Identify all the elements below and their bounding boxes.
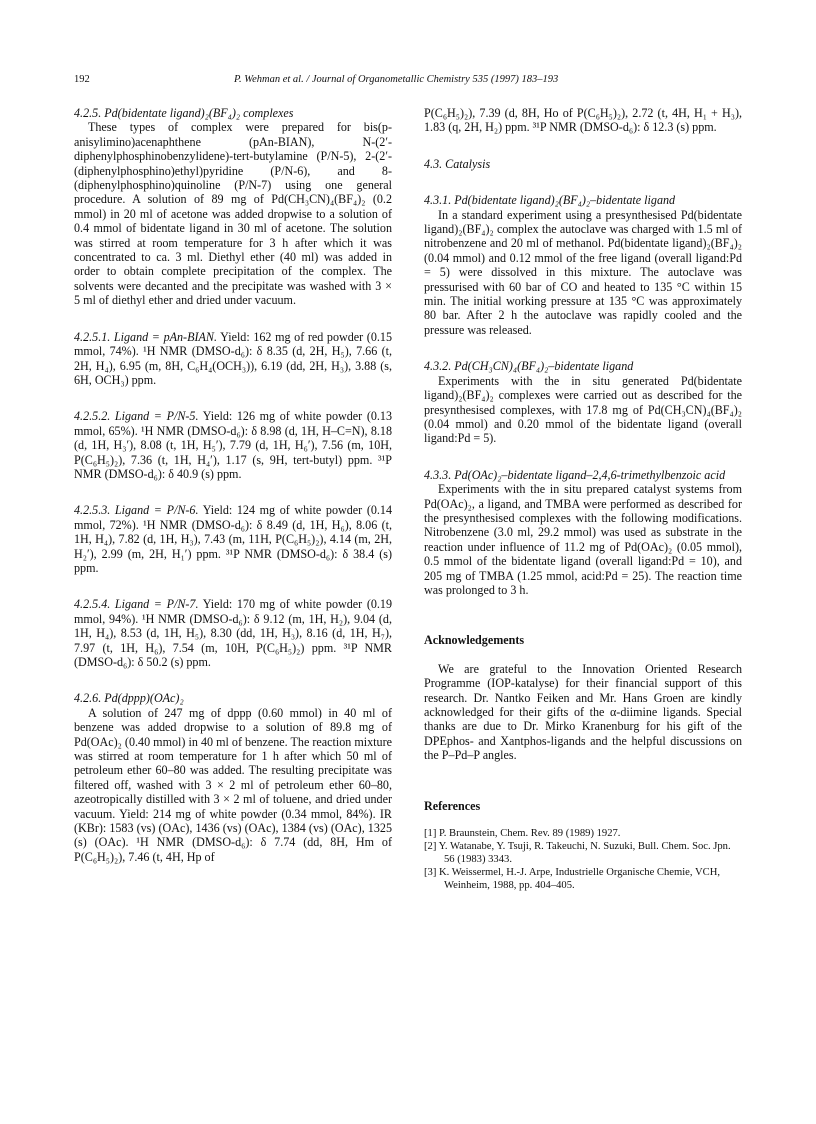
section-4-3-2-text: Experiments with the in situ generated Pd(bidentate ligand)₂(BF₄)₂ complexes were carried out as described for the presynthesised complexes, with 17.8 mg of Pd(CH₃CN)₄(BF₄)₂ (0.04 mmol) and 0.20 mmol of the bidentate ligand (overall ligand:Pd = 5).: [424, 373, 742, 446]
section-4-2-5-4-text: Yield: 170 mg of white powder (0.19 mmol, 94%). ¹H NMR (DMSO-d₆): δ 9.12 (m, 1H, H₂), 9.04 (d, 1H, H₄), 8.53 (d, 1H, H₅), 8.30 (dd, 1H, H₃), 8.16 (d, 1H, H₇), 7.97 (t, 1H, H₆), 7.54 (m, 10H, P(C₆H₅)₂) ppm. ³¹P NMR (DMSO-d₆): δ 50.2 (s) ppm.: [74, 597, 393, 669]
left-column: [74, 106, 392, 864]
reference-item: [1] P. Braunstein, Chem. Rev. 89 (1989) 1927.: [424, 828, 621, 840]
section-4-2-5-2-text: Yield: 126 mg of white powder (0.13 mmol, 65%). ¹H NMR (DMSO-d₆): δ 8.98 (d, 1H, H–C=N), 8.18 (d, 1H, H₃′), 8.08 (t, 1H, H₅′), 7.79 (d, 1H, H₆′), 7.56 (m, 10H, P(C₆H₅)₂), 7.36 (t, 1H, H₄′), 1.17 (s, 9H, tert-butyl) ppm. ³¹P NMR (DMSO-d₆): δ 40.9 (s) ppm.: [74, 409, 393, 481]
section-4-2-5-1: [74, 330, 392, 388]
section-4-3-2-title: 4.3.2. Pd(CH₃CN)₄(BF₄)₂–bidentate ligand: [424, 359, 634, 374]
section-4-2-6-text: A solution of 247 mg of dppp (0.60 mmol) in 40 ml of benzene was added dropwise to a solution of 89.8 mg of Pd(OAc)₂ (0.40 mmol) in 40 ml of benzene. The reaction mixture was stirred at room temperature for 1 h after which 50 ml of petroleum ether 60–80 was added. The resulting precipitate was filtered off, washed with 3 × 2 ml of petroleum ether 60–80, azeotropically distilled with 3 × 2 ml of toluene, and dried under vacuum. Yield: 214 mg of white powder (0.34 mmol, 84%). IR (KBr): 1583 (vs) (OAc), 1436 (vs) (OAc), 1384 (vs) (OAc), 1325 (s) (OAc). ¹H NMR (DMSO-d₆): δ 7.74 (dd, 8H, Hm of P(C₆H₅)₂), 7.46 (t, 4H, Hp of: [74, 705, 392, 864]
section-4-2-6-title: 4.2.6. Pd(dppp)(OAc)₂: [74, 691, 184, 706]
reference-item: [2] Y. Watanabe, Y. Tsuji, R. Takeuchi, N. Suzuki, Bull. Chem. Soc. Jpn. 56 (1983) 3343.: [424, 841, 731, 866]
section-4-3-1-title: 4.3.1. Pd(bidentate ligand)₂(BF₄)₂–bidentate ligand: [424, 193, 676, 208]
section-4-3-3-title: 4.3.3. Pd(OAc)₂–bidentate ligand–2,4,6-trimethylbenzoic acid: [424, 467, 726, 482]
section-4-3-1-text: In a standard experiment using a presynthesised Pd(bidentate ligand)₂(BF₄)₂ complex the autoclave was charged with 1.5 ml of nitrobenzene and 20 ml of methanol. Pd(bidentate ligand)₂(BF₄)₂ (0.04 mmol) and 0.12 mmol of the free ligand (overall ligand:Pd = 5) were dissolved in this mixture. The autoclave was pressurised with 60 bar of CO and heated to 135 °C within 15 min. The initial working pressure at 135 °C was approximately 80 bar. After 2 h the autoclave was rapidly cooled and the pressure was released.: [424, 207, 742, 337]
running-title: P. Wehman et al. / Journal of Organometallic Chemistry 535 (1997) 183–193: [234, 74, 559, 85]
section-4-2-5-1-head: 4.2.5.1. Ligand = pAn-BIAN.: [74, 329, 217, 344]
page-number: 192: [74, 74, 90, 85]
acknowledgements-title: Acknowledgements: [424, 633, 525, 648]
section-4-2-5-2-head: 4.2.5.2. Ligand = P/N-5.: [74, 409, 199, 424]
section-4-2-5-3-text: Yield: 124 mg of white powder (0.14 mmol, 72%). ¹H NMR (DMSO-d₆): δ 8.49 (d, 1H, H₆), 8.06 (t, 1H, H₄), 7.82 (d, 1H, H₃), 7.43 (m, 11H, P(C₆H₅)₂), 4.14 (m, 2H, H₂′), 2.99 (m, 2H, H₁′) ppm. ³¹P NMR (DMSO-d₆): δ 38.4 (s) ppm.: [74, 503, 393, 575]
reference-item: [3] K. Weissermel, H.-J. Arpe, Industrielle Organische Chemie, VCH, Weinheim, 1988, pp. 404–405.: [424, 867, 721, 892]
references-title: References: [424, 798, 481, 813]
section-4-2-5-3-head: 4.2.5.3. Ligand = P/N-6.: [74, 503, 199, 518]
right-column: [424, 106, 742, 892]
section-4-2-5-4-head: 4.2.5.4. Ligand = P/N-7.: [74, 597, 199, 612]
section-4-2-5-1-text: Yield: 162 mg of red powder (0.15 mmol, 74%). ¹H NMR (DMSO-d₆): δ 8.35 (d, 2H, H₅), 7.66 (t, 2H, H₄), 6.95 (m, 8H, C₆H₄(OCH₃)), 6.19 (dd, 2H, H₃), 3.88 (s, 6H, OCH₃) ppm.: [74, 329, 393, 387]
section-4-3-3-text: Experiments with the in situ prepared catalyst systems from Pd(OAc)₂, a ligand, and TMBA were performed as described for the presynthesised complexes with the following modifications. Nitrobenzene (3.0 ml, 29.2 mmol) was used as substrate in the reaction under influence of 11.2 mg of Pd(OAc)₂ (0.05 mmol), 0.5 mmol of the bidentate ligand (overall ligand:Pd = 10), and 205 mg of TMBA (1.25 mmol, acid:Pd = 25). The reaction time was prolonged to 3 h.: [424, 482, 742, 597]
section-4-2-5-2: [74, 409, 392, 481]
continued-text: P(C₆H₅)₂), 7.39 (d, 8H, Ho of P(C₆H₅)₂), 2.72 (t, 4H, H₁ + H₃), 1.83 (q, 2H, H₂) ppm. ³¹P NMR (DMSO-d₆): δ 12.3 (s) ppm.: [424, 106, 742, 135]
section-4-3-title: 4.3. Catalysis: [424, 156, 491, 171]
acknowledgements-text: We are grateful to the Innovation Oriented Research Programme (IOP-katalyse) for their financial support of this research. Dr. Nantko Feiken and Mr. Hans Groen are kindly acknowledged for their gifts of the α-diimine ligands. Special thanks are due to Dr. Mirko Kranenburg for his gift of the DPEphos- and Xantphos-ligands and the helpful discussions on the P–Pd–P angles.: [424, 661, 742, 763]
page-header: [74, 74, 742, 90]
section-4-2-5-text: These types of complex were prepared for bis(p-anisylimino)acenaphthene (pAn-BIAN), N-(2′-diphenylphosphinobenzylidene)-tert-butylamine (P/N-5), 2-(2′-(diphenylphosphino)ethyl)pyridine (P/N-6), and 8-(diphenylphosphino)quinoline (P/N-7) using one general procedure. A solution of 89 mg of Pd(CH₃CN)₄(BF₄)₂ (0.2 mmol) in 20 ml of acetone was added dropwise to a solution of 0.4 mmol of bidentate ligand in 30 ml of acetone. The solution was stirred at room temperature for 3 h after which it was concentrated to ca. 3 ml. Diethyl ether (40 ml) was added in order to obtain complete precipitation of the complex. The solvents were decanted and the precipitate was washed with 3 × 5 ml of diethyl ether and dried under vacuum.: [74, 120, 392, 308]
section-4-2-5-title: 4.2.5. Pd(bidentate ligand)₂(BF₄)₂ complexes: [74, 106, 294, 120]
section-4-2-5-3: [74, 503, 392, 575]
section-4-2-5-4: [74, 597, 392, 669]
